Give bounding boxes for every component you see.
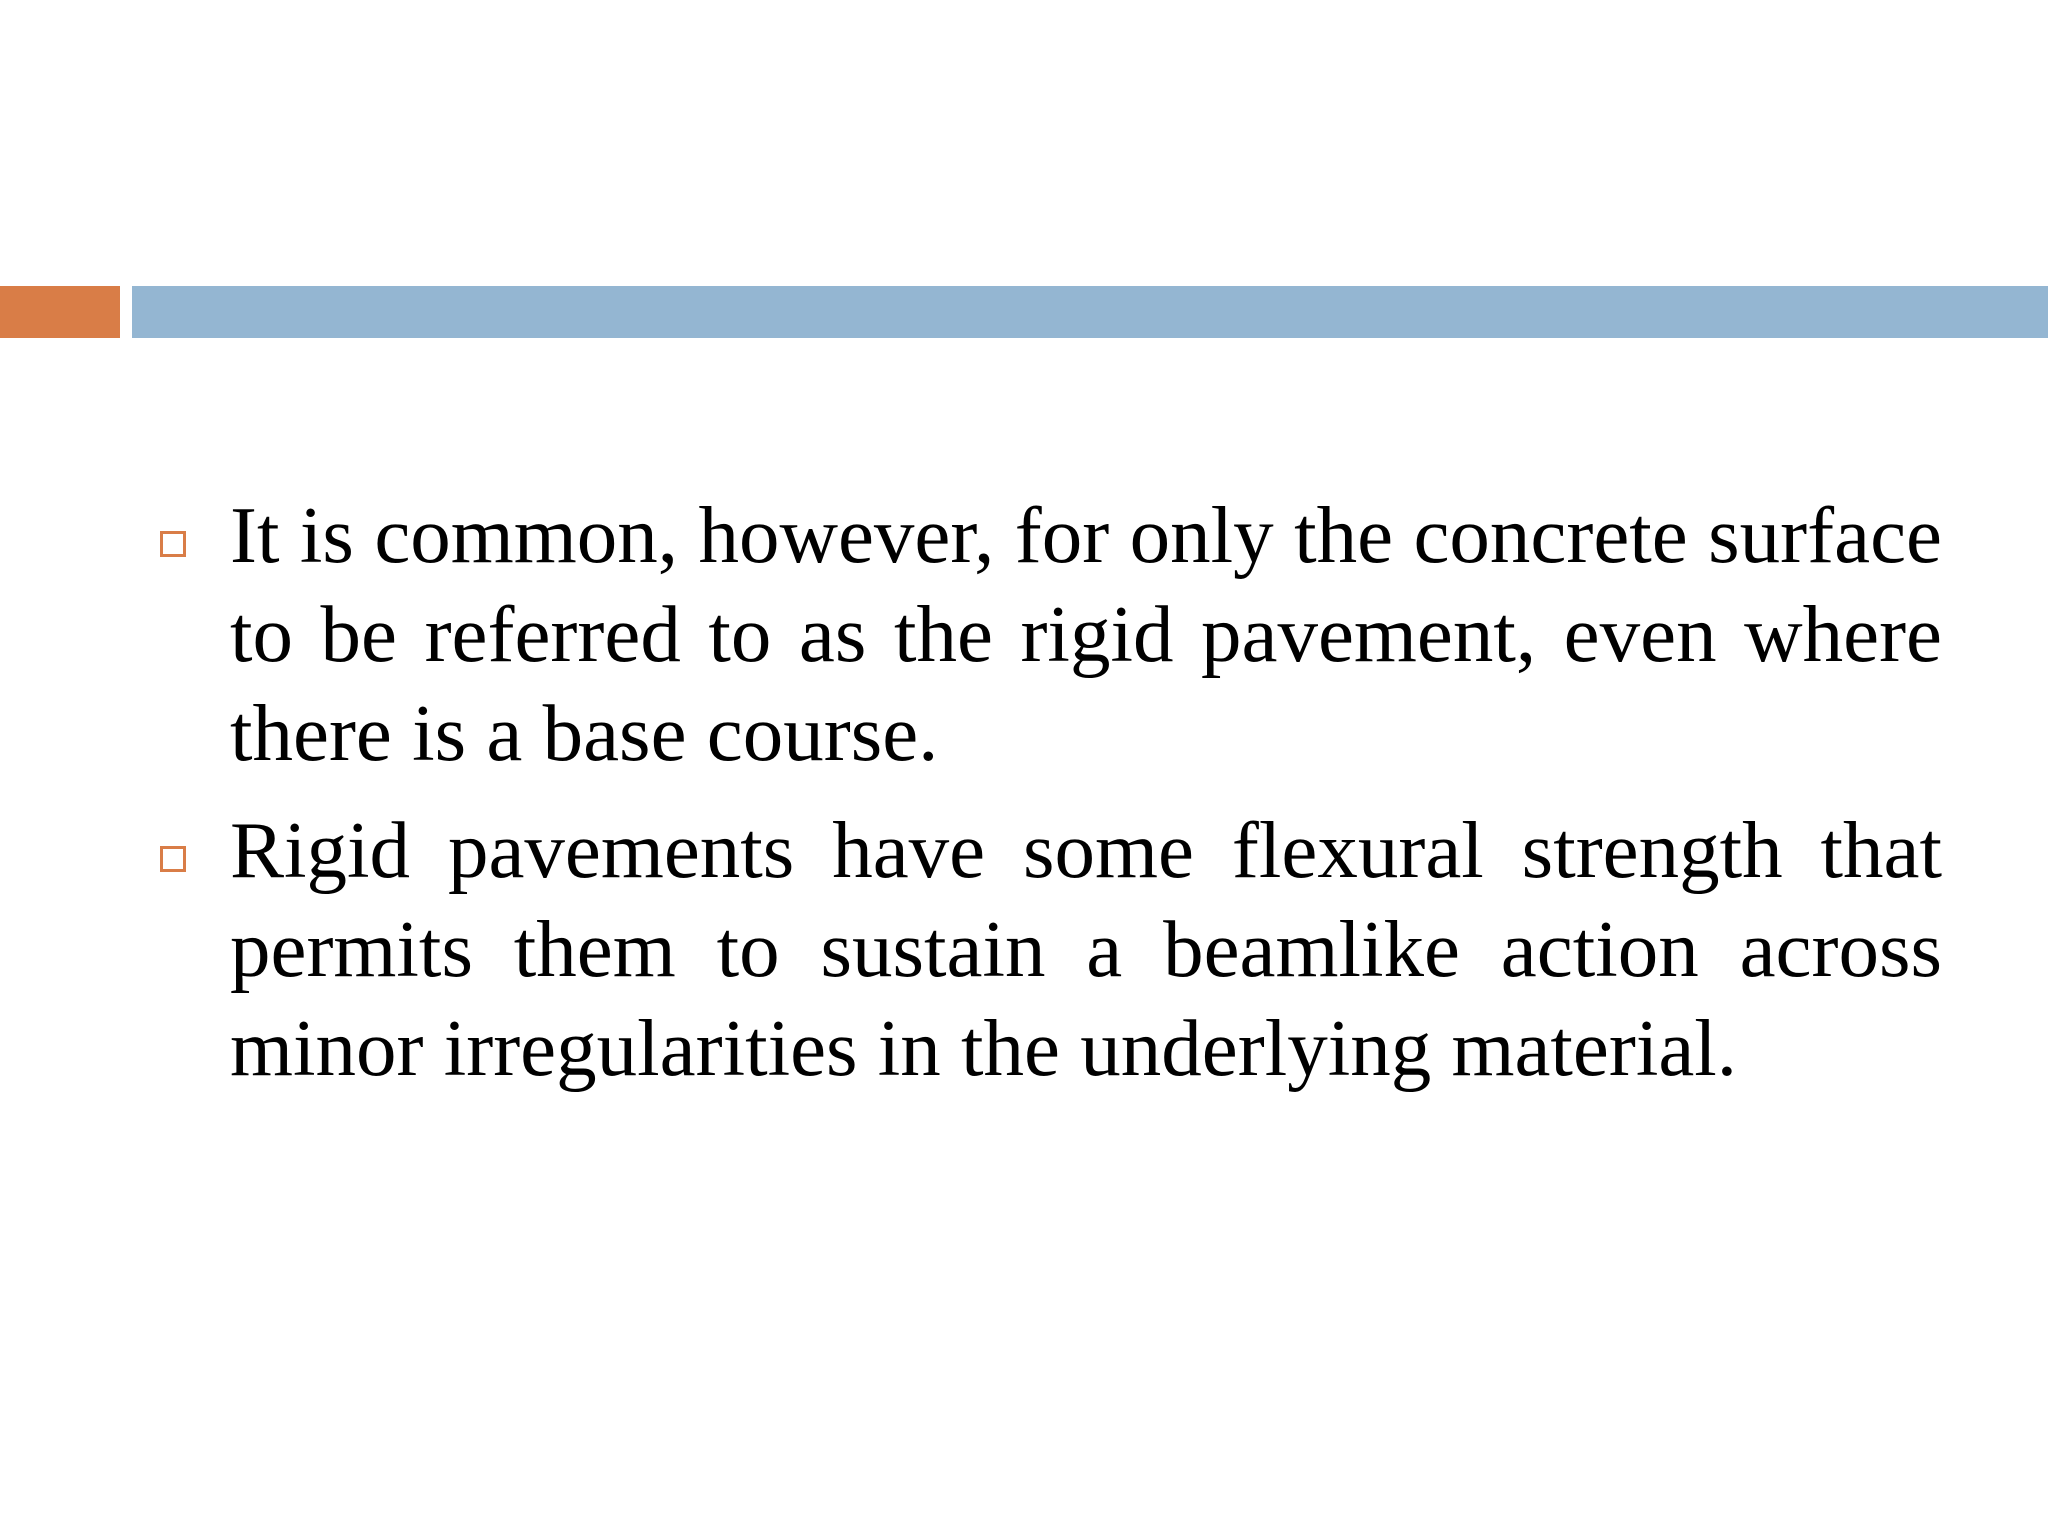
hollow-square-bullet-icon [160,531,186,557]
bullet-item [160,486,1942,783]
bullet-item [160,801,1942,1098]
bullet-text: Rigid pavements have some flexural strength that permits them to sustain a beamlike action across minor irregularities in the underlying material. [230,805,1942,1093]
hollow-square-bullet-icon [160,846,186,872]
bullet-text: It is common, however, for only the concrete surface to be referred to as the rigid pavement, even where there is a base course. [230,490,1942,778]
accent-bar [0,286,120,338]
slide-content [160,486,1942,1116]
header-bar [132,286,2048,338]
